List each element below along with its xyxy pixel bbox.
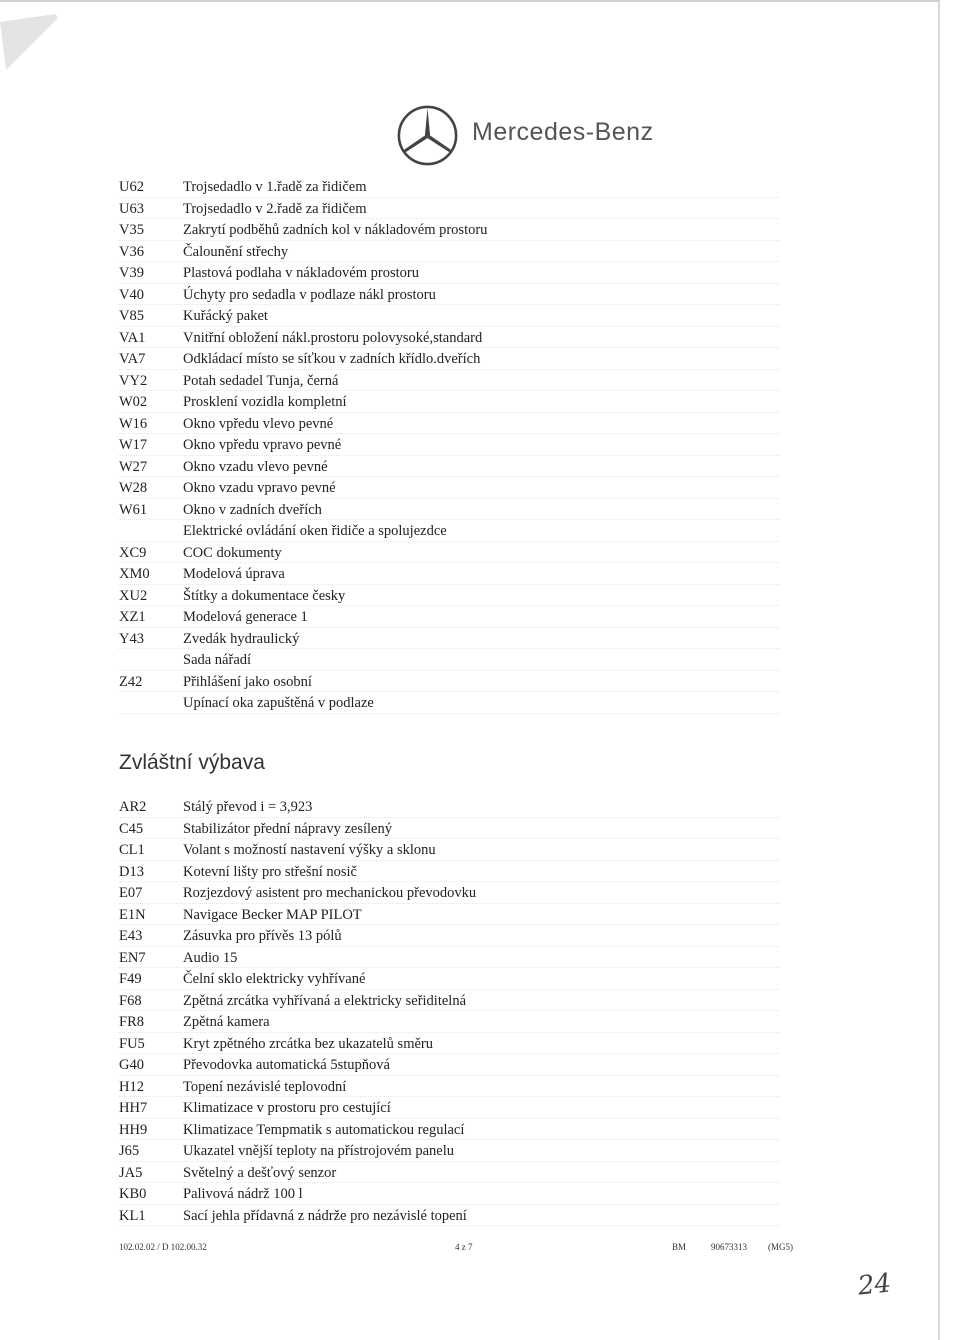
handwritten-page-number: 24 — [856, 1268, 893, 1302]
equipment-row — [119, 905, 779, 927]
equipment-description: Sada nářadí — [183, 652, 252, 668]
equipment-description: Trojsedadlo v 2.řadě za řidičem — [183, 200, 367, 217]
equipment-row — [119, 543, 779, 565]
equipment-code: XZ1 — [119, 609, 146, 625]
scan-edge-right — [938, 0, 940, 1340]
brand-name: Mercedes-Benz — [472, 118, 654, 146]
footer-model: (MG5) — [768, 1242, 793, 1252]
equipment-row — [119, 1141, 779, 1163]
equipment-row — [119, 629, 779, 651]
equipment-description: Elektrické ovládání oken řidiče a spolujezdce — [183, 523, 447, 539]
equipment-code: FU5 — [119, 1035, 145, 1052]
equipment-description: Navigace Becker MAP PILOT — [183, 906, 362, 923]
equipment-row — [119, 607, 779, 629]
equipment-code: V35 — [119, 222, 144, 238]
equipment-code: XC9 — [119, 544, 147, 561]
equipment-code: W27 — [119, 458, 148, 475]
equipment-row — [119, 840, 779, 862]
equipment-code: JA5 — [119, 1164, 143, 1181]
equipment-description: Ukazatel vnější teploty na přístrojovém panelu — [183, 1143, 454, 1159]
equipment-code: W02 — [119, 394, 148, 410]
equipment-row — [119, 242, 779, 264]
equipment-description: Okno vzadu vlevo pevné — [183, 458, 328, 475]
equipment-code: XM0 — [119, 566, 150, 582]
equipment-code: E1N — [119, 906, 146, 923]
equipment-row — [119, 478, 779, 500]
equipment-description: Odkládací místo se síťkou v zadních křídlo.dveřích — [183, 351, 481, 367]
equipment-code: G40 — [119, 1057, 144, 1073]
equipment-code: W17 — [119, 437, 148, 453]
equipment-row — [119, 969, 779, 991]
equipment-description: Okno vzadu vpravo pevné — [183, 480, 336, 496]
footer-page-number: 4 z 7 — [455, 1242, 473, 1252]
equipment-description: Upínací oka zapuštěná v podlaze — [183, 695, 374, 711]
equipment-row — [119, 862, 779, 884]
equipment-description: Modelová úprava — [183, 566, 285, 582]
section-title-special-equipment: Zvláštní výbava — [119, 751, 265, 774]
equipment-row — [119, 1077, 779, 1099]
equipment-row — [119, 948, 779, 970]
equipment-code: F49 — [119, 971, 142, 987]
equipment-description: Kotevní lišty pro střešní nosič — [183, 863, 357, 880]
equipment-code: AR2 — [119, 799, 147, 815]
equipment-code: J65 — [119, 1143, 140, 1159]
equipment-code: XU2 — [119, 587, 148, 604]
equipment-row — [119, 371, 779, 393]
standard-equipment-list — [119, 177, 779, 715]
special-equipment-list — [119, 797, 779, 1227]
equipment-row — [119, 349, 779, 371]
equipment-row — [119, 1034, 779, 1056]
equipment-code: HH9 — [119, 1121, 148, 1138]
equipment-description: Rozjezdový asistent pro mechanickou převodovku — [183, 885, 477, 901]
equipment-row — [119, 650, 779, 672]
equipment-row — [119, 263, 779, 285]
equipment-row — [119, 500, 779, 522]
equipment-code: H12 — [119, 1078, 144, 1095]
equipment-description: COC dokumenty — [183, 544, 282, 561]
equipment-row — [119, 926, 779, 948]
equipment-row — [119, 883, 779, 905]
equipment-row — [119, 220, 779, 242]
equipment-description: Štítky a dokumentace česky — [183, 587, 346, 604]
equipment-row — [119, 1120, 779, 1142]
equipment-row — [119, 672, 779, 694]
equipment-code: V36 — [119, 243, 144, 260]
equipment-row — [119, 521, 779, 543]
equipment-description: Okno v zadních dveřích — [183, 501, 322, 518]
equipment-row — [119, 457, 779, 479]
scan-edge-top — [0, 0, 940, 2]
equipment-code: V39 — [119, 265, 144, 281]
footer-bm-number: 90673313 — [711, 1242, 747, 1252]
equipment-description: Okno vpředu vlevo pevné — [183, 415, 334, 432]
equipment-description: Kuřácký paket — [183, 308, 268, 324]
equipment-description: Vnitřní obložení nákl.prostoru polovysoké,standard — [183, 329, 483, 346]
equipment-description: Audio 15 — [183, 949, 238, 966]
equipment-code: KL1 — [119, 1207, 146, 1224]
equipment-description: Sací jehla přídavná z nádrže pro nezávislé topení — [183, 1207, 467, 1224]
equipment-description: Zpětná zrcátka vyhřívaná a elektricky seřiditelná — [183, 992, 467, 1009]
equipment-row — [119, 392, 779, 414]
equipment-description: Palivová nádrž 100 l — [183, 1186, 303, 1202]
equipment-code: E07 — [119, 885, 143, 901]
equipment-description: Přihlášení jako osobní — [183, 673, 312, 690]
equipment-description: Potah sedadel Tunja, černá — [183, 372, 339, 389]
equipment-code: Y43 — [119, 630, 144, 647]
equipment-row — [119, 564, 779, 586]
equipment-row — [119, 306, 779, 328]
equipment-row — [119, 435, 779, 457]
equipment-code: V40 — [119, 286, 144, 303]
equipment-code: C45 — [119, 820, 144, 837]
equipment-code: W61 — [119, 501, 148, 518]
footer-reference: 102.02.02 / D 102.00.32 — [119, 1242, 207, 1252]
equipment-code: U62 — [119, 179, 144, 195]
equipment-description: Zásuvka pro přívěs 13 pólů — [183, 928, 342, 944]
equipment-description: Klimatizace Tempmatik s automatickou regulací — [183, 1121, 465, 1138]
equipment-code: F68 — [119, 992, 142, 1009]
equipment-description: Čelní sklo elektricky vyhřívané — [183, 971, 366, 987]
equipment-code: HH7 — [119, 1100, 148, 1116]
footer-bm-label: BM — [672, 1242, 687, 1252]
equipment-description: Okno vpředu vpravo pevné — [183, 437, 342, 453]
equipment-description: Volant s možností nastavení výšky a sklonu — [183, 842, 436, 858]
equipment-row — [119, 586, 779, 608]
equipment-row — [119, 414, 779, 436]
equipment-row — [119, 797, 779, 819]
equipment-row — [119, 1098, 779, 1120]
equipment-description: Stabilizátor přední nápravy zesílený — [183, 820, 392, 837]
equipment-description: Zvedák hydraulický — [183, 630, 300, 647]
equipment-description: Klimatizace v prostoru pro cestující — [183, 1100, 391, 1116]
equipment-row — [119, 991, 779, 1013]
equipment-code: Z42 — [119, 673, 143, 690]
equipment-description: Zakrytí podběhů zadních kol v nákladovém prostoru — [183, 222, 488, 238]
equipment-code: VY2 — [119, 372, 148, 389]
equipment-row — [119, 177, 779, 199]
equipment-row — [119, 285, 779, 307]
equipment-code: V85 — [119, 308, 144, 324]
equipment-description: Světelný a dešťový senzor — [183, 1164, 337, 1181]
equipment-description: Kryt zpětného zrcátka bez ukazatelů směru — [183, 1035, 433, 1052]
equipment-description: Topení nezávislé teplovodní — [183, 1078, 347, 1095]
equipment-description: Stálý převod i = 3,923 — [183, 799, 313, 815]
equipment-row — [119, 1206, 779, 1228]
equipment-code: FR8 — [119, 1014, 144, 1030]
equipment-row — [119, 328, 779, 350]
equipment-code: KB0 — [119, 1186, 147, 1202]
equipment-code: VA1 — [119, 329, 146, 346]
equipment-description: Modelová generace 1 — [183, 609, 308, 625]
equipment-code: EN7 — [119, 949, 146, 966]
equipment-row — [119, 1012, 779, 1034]
mercedes-star-logo — [395, 103, 460, 168]
equipment-row — [119, 819, 779, 841]
equipment-description: Převodovka automatická 5stupňová — [183, 1057, 390, 1073]
equipment-row — [119, 1163, 779, 1185]
equipment-code: D13 — [119, 863, 144, 880]
equipment-row — [119, 1055, 779, 1077]
scan-corner-mark — [0, 10, 60, 80]
equipment-code: U63 — [119, 200, 144, 217]
equipment-code: W28 — [119, 480, 148, 496]
equipment-description: Zpětná kamera — [183, 1014, 270, 1030]
equipment-description: Úchyty pro sedadla v podlaze nákl prostoru — [183, 286, 436, 303]
equipment-description: Plastová podlaha v nákladovém prostoru — [183, 265, 419, 281]
equipment-description: Prosklení vozidla kompletní — [183, 394, 347, 410]
equipment-description: Čalounění střechy — [183, 243, 289, 260]
equipment-row — [119, 1184, 779, 1206]
equipment-row — [119, 199, 779, 221]
equipment-code: W16 — [119, 415, 148, 432]
equipment-row — [119, 693, 779, 715]
equipment-code: CL1 — [119, 842, 145, 858]
equipment-code: VA7 — [119, 351, 146, 367]
equipment-description: Trojsedadlo v 1.řadě za řidičem — [183, 179, 367, 195]
equipment-code: E43 — [119, 928, 143, 944]
